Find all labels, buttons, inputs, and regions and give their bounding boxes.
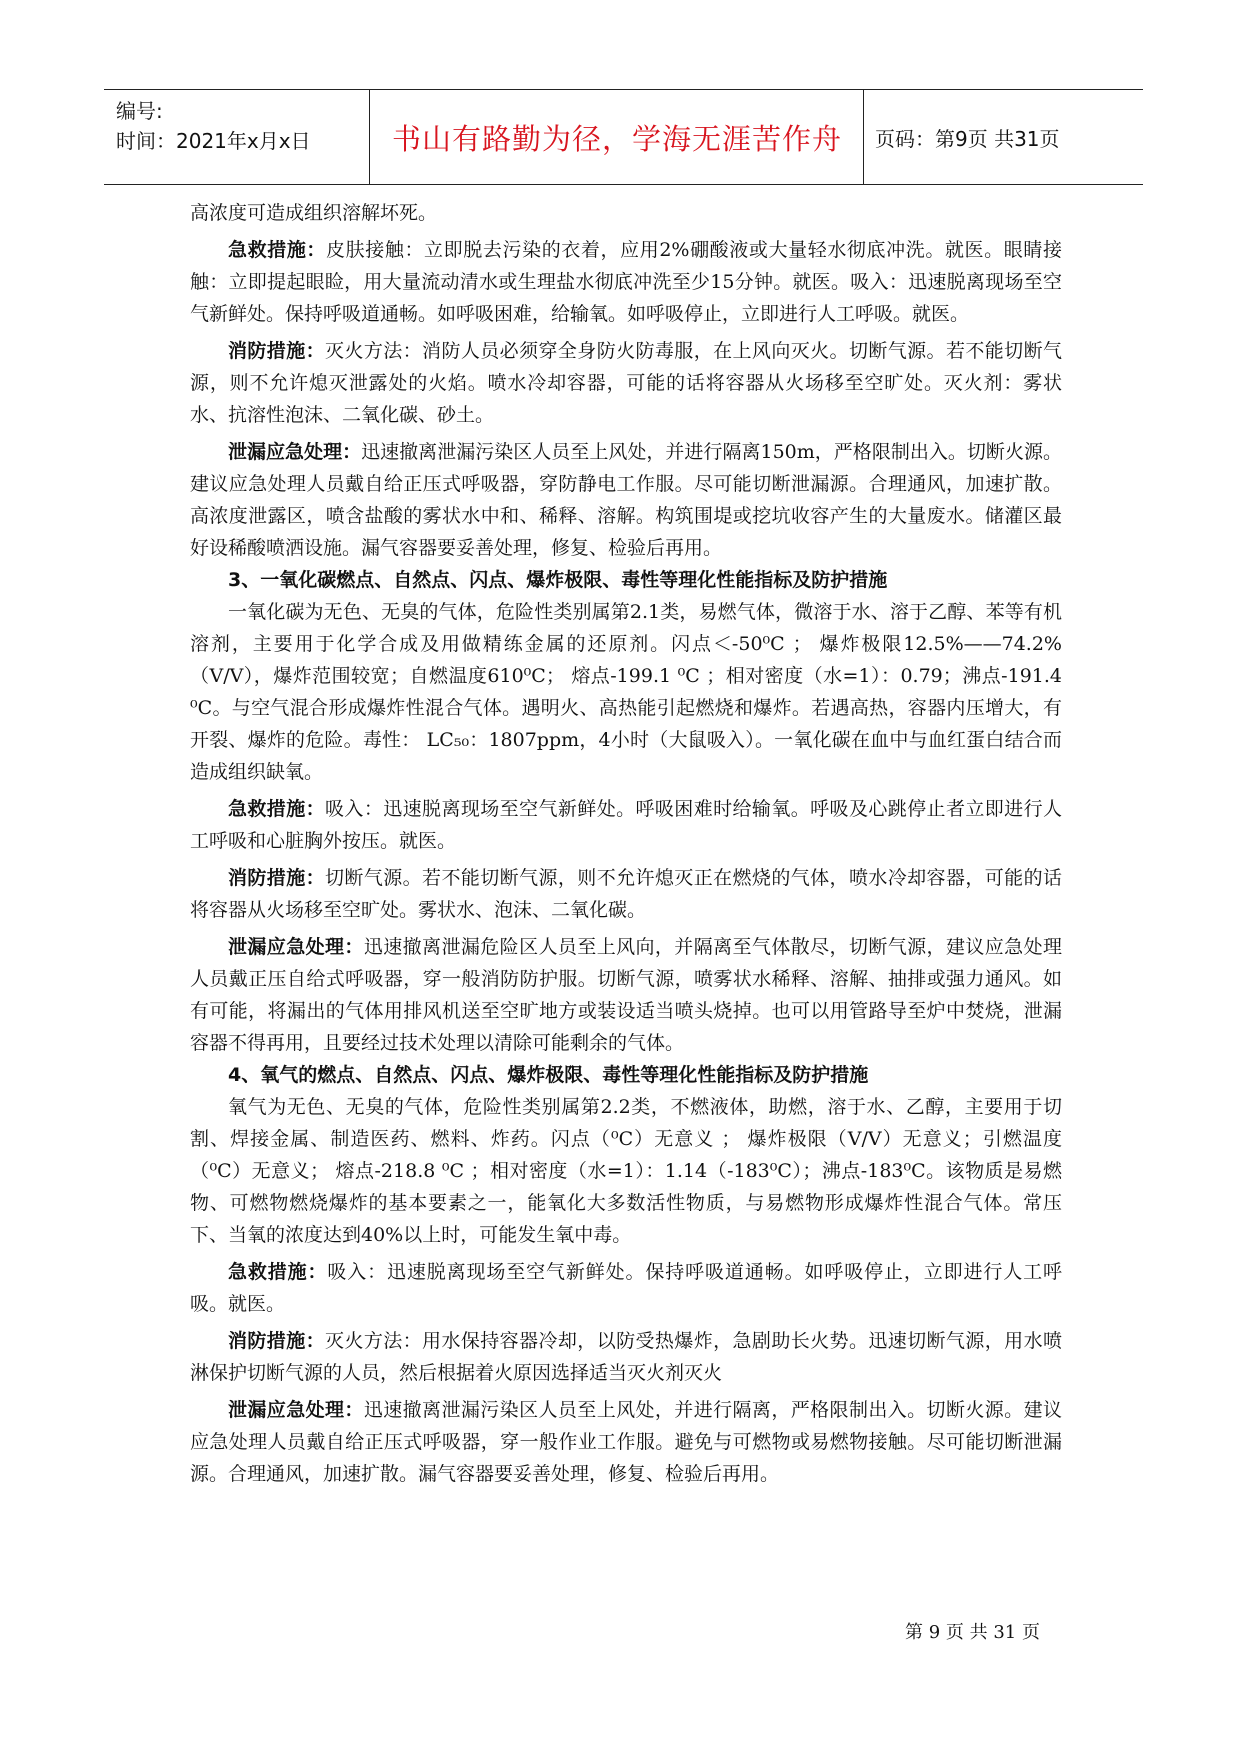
paragraph-heading: 急救措施： bbox=[228, 798, 326, 820]
document-number-label: 编号: bbox=[116, 99, 163, 123]
document-time-label: 时间：2021年x月x日 bbox=[116, 129, 311, 153]
paragraph-text: 皮肤接触：立即脱去污染的衣着，应用2%硼酸液或大量轻水彻底冲洗。就医。眼睛接触：立即提起眼睑，用大量流动清水或生理盐水彻底冲洗至少15分钟。就医。吸入：迅速脱离现场至空气新鲜处。保持呼吸道通畅。如呼吸困难，给输氧。如呼吸停止，立即进行人工呼吸。就医。 bbox=[190, 239, 1062, 325]
paragraph-text: 迅速撤离泄漏危险区人员至上风向，并隔离至气体散尽，切断气源，建议应急处理人员戴正压自给式呼吸器，穿一般消防防护服。切断气源，喷雾状水稀释、溶解、抽排或强力通风。如有可能，将漏出的气体用排风机送至空旷地方或装设适当喷头烧掉。也可以用管路导至炉中焚烧，泄漏容器不得再用，且要经过技术处理以清除可能剩余的气体。 bbox=[190, 936, 1062, 1054]
paragraph-text: 灭火方法：消防人员必须穿全身防火防毒服，在上风向灭火。切断气源。若不能切断气源，则不允许熄灭泄露处的火焰。喷水冷却容器，可能的话将容器从火场移至空旷处。灭火剂：雾状水、抗溶性泡沫、二氧化碳、砂土。 bbox=[190, 340, 1062, 426]
paragraph bbox=[190, 931, 1062, 1059]
paragraph bbox=[190, 793, 1062, 857]
paragraph-text: 切断气源。若不能切断气源，则不允许熄灭正在燃烧的气体，喷水冷却容器，可能的话将容器从火场移至空旷处。雾状水、泡沫、二氧化碳。 bbox=[190, 867, 1062, 921]
section-heading: 4、氧气的燃点、自然点、闪点、爆炸极限、毒性等理化性能指标及防护措施 bbox=[228, 1064, 869, 1086]
paragraph bbox=[190, 436, 1062, 564]
paragraph bbox=[190, 1256, 1062, 1320]
document-body bbox=[190, 197, 1062, 1490]
paragraph-text: 高浓度可造成组织溶解坏死。 bbox=[190, 202, 438, 224]
paragraph-heading: 消防措施： bbox=[228, 867, 326, 889]
paragraph-heading: 急救措施： bbox=[228, 239, 327, 261]
paragraph-text: 灭火方法：用水保持容器冷却，以防受热爆炸，急剧助长火势。迅速切断气源，用水喷淋保护切断气源的人员，然后根据着火原因选择适当灭火剂灭火 bbox=[190, 1330, 1062, 1384]
paragraph-heading: 泄漏应急处理： bbox=[228, 441, 362, 463]
paragraph bbox=[190, 234, 1062, 330]
section-heading: 3、一氧化碳燃点、自然点、闪点、爆炸极限、毒性等理化性能指标及防护措施 bbox=[228, 569, 888, 591]
page-footer: 第 9 页 共 31 页 bbox=[905, 1622, 1040, 1643]
header-meta bbox=[116, 96, 311, 156]
header-page-label: 页码：第9页 共31页 bbox=[875, 126, 1060, 151]
header-motto: 书山有路勤为径，学海无涯苦作舟 bbox=[391, 121, 842, 156]
paragraph-heading: 泄漏应急处理： bbox=[228, 936, 364, 958]
paragraph bbox=[190, 1394, 1062, 1490]
paragraph-text: 吸入：迅速脱离现场至空气新鲜处。保持呼吸道通畅。如呼吸停止，立即进行人工呼吸。就医。 bbox=[190, 1261, 1062, 1315]
paragraph-text: 氧气为无色、无臭的气体，危险性类别属第2.2类，不燃液体，助燃，溶于水、乙醇，主要用于切割、焊接金属、制造医药、燃料、炸药。闪点（⁰C）无意义 ； 爆炸极限（V/V）无意义；引燃温度（⁰C）无意义； 熔点-218.8 ⁰C ；相对密度（水=1）：1.14（-183⁰C）；沸点-183⁰C。该物质是易燃物、可燃物燃烧爆炸的基本要素之一，能氧化大多数活性物质，与易燃物形成爆炸性混合气体。常压下、当氧的浓度达到40%以上时，可能发生氧中毒。 bbox=[190, 1096, 1062, 1246]
paragraph-heading: 消防措施： bbox=[228, 1330, 326, 1352]
paragraph bbox=[190, 862, 1062, 926]
header-divider-right bbox=[863, 90, 864, 184]
paragraph-heading: 消防措施： bbox=[228, 340, 326, 362]
paragraph bbox=[190, 1091, 1062, 1251]
paragraph bbox=[190, 335, 1062, 431]
paragraph-text: 吸入：迅速脱离现场至空气新鲜处。呼吸困难时给输氧。呼吸及心跳停止者立即进行人工呼吸和心脏胸外按压。就医。 bbox=[190, 798, 1062, 852]
paragraph bbox=[190, 596, 1062, 788]
paragraph-text: 迅速撤离泄漏污染区人员至上风处，并进行隔离150m，严格限制出入。切断火源。建议应急处理人员戴自给正压式呼吸器，穿防静电工作服。尽可能切断泄漏源。合理通风，加速扩散。高浓度泄露区，喷含盐酸的雾状水中和、稀释、溶解。构筑围堤或挖坑收容产生的大量废水。储灌区最好设稀酸喷洒设施。漏气容器要妥善处理，修复、检验后再用。 bbox=[190, 441, 1062, 559]
paragraph-text: 一氧化碳为无色、无臭的气体，危险性类别属第2.1类，易燃气体，微溶于水、溶于乙醇、苯等有机溶剂，主要用于化学合成及用做精练金属的还原剂。闪点＜-50⁰C ； 爆炸极限12.5%——74.2%（V/V），爆炸范围较宽；自燃温度610⁰C； 熔点-199.1 ⁰C ；相对密度（水=1）：0.79；沸点-191.4 ⁰C。与空气混合形成爆炸性混合气体。遇明火、高热能引起燃烧和爆炸。若遇高热，容器内压增大，有开裂、爆炸的危险。毒性： LC₅₀：1807ppm，4小时（大鼠吸入）。一氧化碳在血中与血红蛋白结合而造成组织缺氧。 bbox=[190, 601, 1062, 783]
paragraph bbox=[190, 197, 1062, 229]
paragraph-heading: 泄漏应急处理： bbox=[228, 1399, 364, 1421]
paragraph-text: 迅速撤离泄漏污染区人员至上风处，并进行隔离，严格限制出入。切断火源。建议应急处理人员戴自给正压式呼吸器，穿一般作业工作服。避免与可燃物或易燃物接触。尽可能切断泄漏源。合理通风，加速扩散。漏气容器要妥善处理，修复、检验后再用。 bbox=[190, 1399, 1062, 1485]
paragraph bbox=[190, 1325, 1062, 1389]
header-divider-left bbox=[369, 90, 370, 184]
paragraph-heading: 急救措施： bbox=[228, 1261, 328, 1283]
page-header bbox=[104, 89, 1143, 185]
